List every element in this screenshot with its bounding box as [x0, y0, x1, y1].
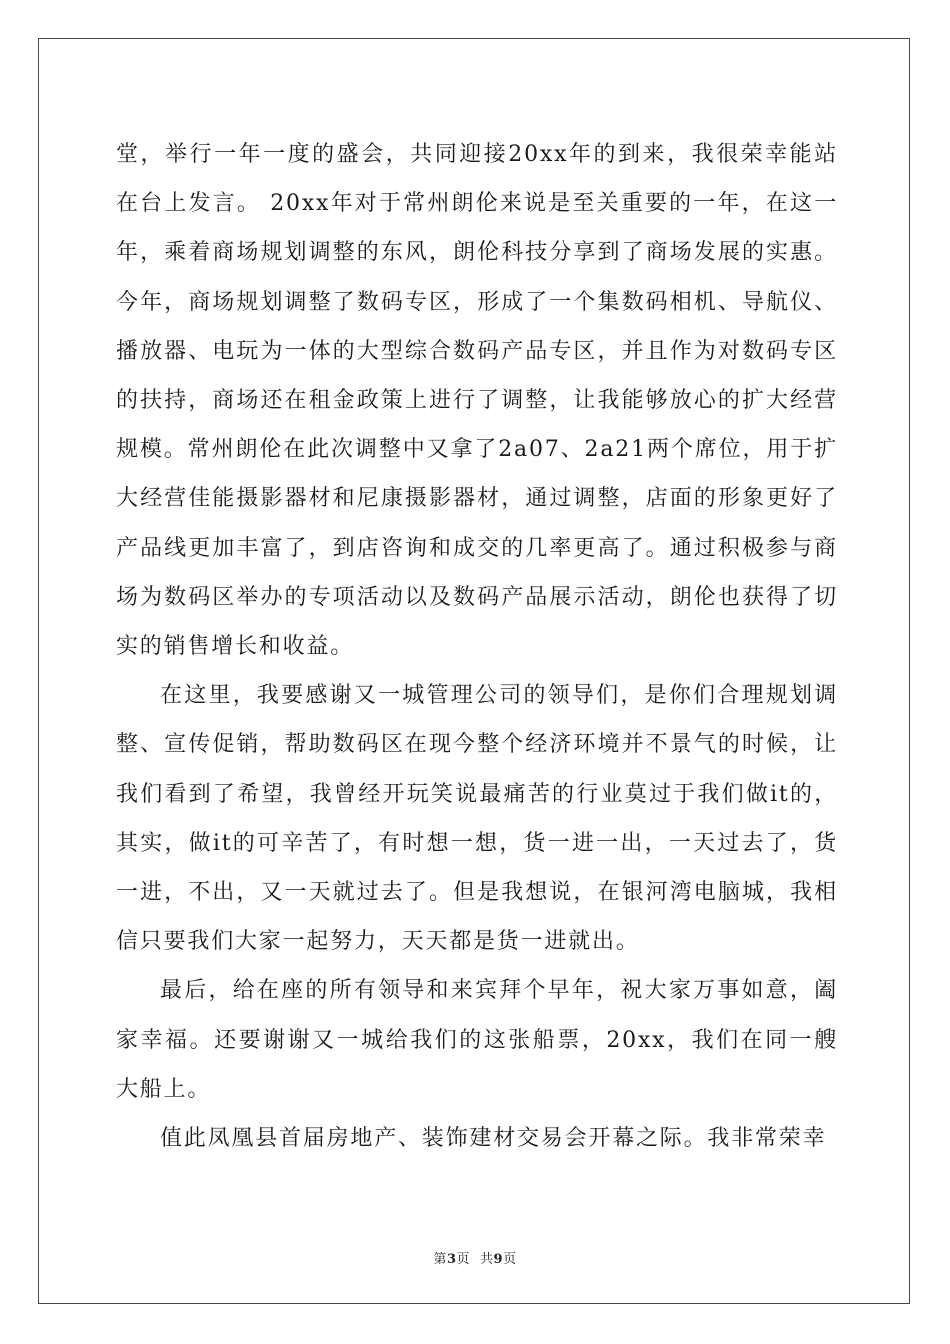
total-label-prefix: 共	[480, 1252, 494, 1267]
page-footer	[0, 1248, 950, 1267]
total-label-suffix: 页	[503, 1252, 517, 1267]
total-page-count: 9	[493, 1252, 504, 1267]
document-body	[116, 130, 838, 1163]
paragraph-4: 值此凤凰县首届房地产、装饰建材交易会开幕之际。我非常荣幸	[160, 1126, 827, 1152]
page-label-prefix: 第	[433, 1252, 447, 1267]
paragraph-1: 堂，举行一年一度的盛会，共同迎接20xx年的到来，我很荣幸能站在台上发言。 20xx年对于常州朗伦来说是至关重要的一年，在这一年，乘着商场规划调整的东风，朗伦科技分享到了商场发展的实惠。今年，商场规划调整了数码专区，形成了一个集数码相机、导航仪、播放器、电玩为一体的大型综合数码产品专区，并且作为对数码专区的扶持，商场还在租金政策上进行了调整，让我能够放心的扩大经营规模。常州朗伦在此次调整中又拿了2a07、2a21两个席位，用于扩大经营佳能摄影器材和尼康摄影器材，通过调整，店面的形象更好了产品线更加丰富了，到店咨询和成交的几率更高了。通过积极参与商场为数码区举办的专项活动以及数码产品展示活动，朗伦也获得了切实的销售增长和收益。	[116, 142, 838, 660]
page-label-suffix: 页	[456, 1252, 470, 1267]
paragraph-3: 最后，给在座的所有领导和来宾拜个早年，祝大家万事如意，阖家幸福。还要谢谢又一城给我们的这张船票，20xx，我们在同一艘大船上。	[116, 978, 838, 1102]
paragraph-2: 在这里，我要感谢又一城管理公司的领导们，是你们合理规划调整、宣传促销，帮助数码区在现今整个经济环境并不景气的时候，让我们看到了希望，我曾经开玩笑说最痛苦的行业莫过于我们做it的，其实，做it的可辛苦了，有时想一想，货一进一出，一天过去了，货一进，不出，又一天就过去了。但是我想说，在银河湾电脑城，我相信只要我们大家一起努力，天天都是货一进就出。	[116, 683, 838, 955]
current-page-number: 3	[446, 1252, 457, 1267]
